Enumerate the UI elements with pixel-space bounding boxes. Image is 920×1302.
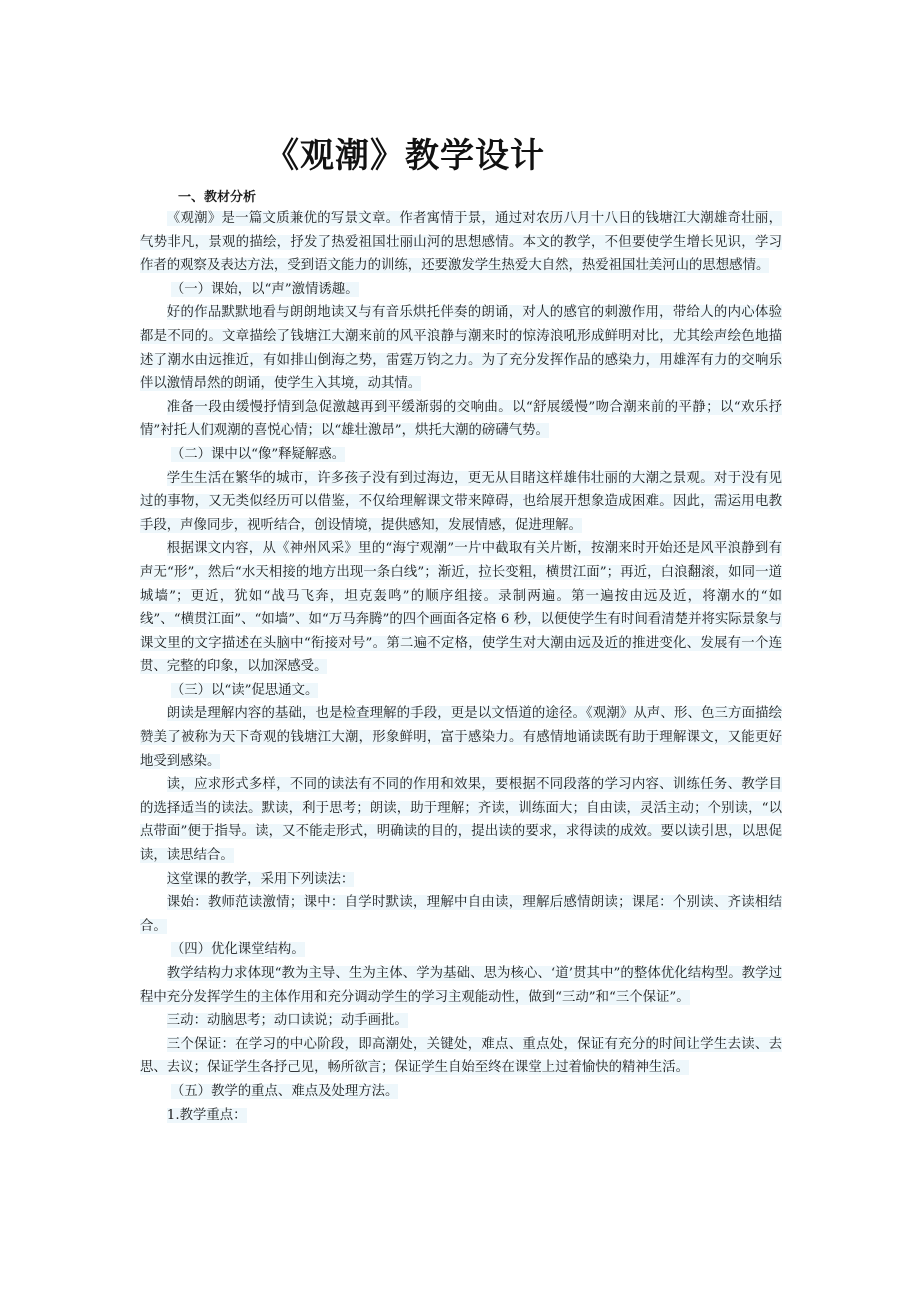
paragraph-text: 读，应求形式多样，不同的读法有不同的作用和效果，要根据不同段落的学习内容、训练任务、教学目的选择适当的读法。默读，利于思考；朗读，助于理解；齐读，训练面大；自由读，灵活主动；个别读，“以点带面”便于指导。读，又不能走形式，明确读的目的，提出读的要求，求得读的成效。要以读引思，以思促读，读思结合。: [140, 777, 782, 864]
paragraph: [140, 702, 782, 773]
paragraph-text: 根据课文内容，从《神州风采》里的“海宁观潮”一片中截取有关片断，按潮来时开始还是风平浪静到有声无“形”，然后“水天相接的地方出现一条白线”；渐近，拉长变粗，横贯江面”；再近，白浪翻滚，如同一道城墙”；更近，犹如“战马飞奔，坦克轰鸣”的顺序组接。录制两遍。第一遍按由远及近，将潮水的“如线”、“横贯江面”、“如墙”、如“万马奔腾”的四个画面各定格 6 秒，以便使学生有时间看清楚并将实际景象与课文里的文字描述在头脑中“衔接对号”。第二遍不定格，使学生对大潮由远及近的推进变化、发展有一个连贯、完整的印象，以加深感受。: [140, 541, 782, 675]
paragraph-text: 三个保证：在学习的中心阶段，即高潮处，关键处，难点、重点处，保证有充分的时间让学生去读、去思、去议；保证学生各抒己见，畅所欲言；保证学生自始至终在课堂上过着愉快的精神生活。: [140, 1036, 782, 1076]
paragraph-text: 好的作品默默地看与朗朗地读又与有音乐烘托伴奏的朗诵，对人的感官的刺激作用，带给人的内心体验都是不同的。文章描绘了钱塘江大潮来前的风平浪静与潮来时的惊涛浪吼形成鲜明对比，尤其绘声绘色地描述了潮水由远推近，有如排山倒海之势，雷霆万钧之力。为了充分发挥作品的感染力，用雄浑有力的交响乐伴以激情昂然的朗诵，使学生入其境，动其情。: [140, 305, 782, 392]
paragraph: [140, 1009, 782, 1033]
paragraph-text: 学生生活在繁华的城市，许多孩子没有到过海边，更无从目睹这样雄伟壮丽的大潮之景观。对于没有见过的事物，又无类似经历可以借鉴，不仅给理解课文带来障碍，也给展开想象造成困难。因此，需运用电教手段，声像同步，视听结合，创设情境，提供感知，发展情感，促进理解。: [140, 470, 782, 533]
document-body: [140, 207, 782, 1127]
paragraph-text: （二）课中以“像”释疑解惑。: [170, 446, 346, 462]
paragraph-text: 朗读是理解内容的基础，也是检查理解的手段，更是以文悟道的途径。《观潮》从声、形、色三方面描绘赞美了被称为天下奇观的钱塘江大潮，形象鲜明，富于感染力。有感情地诵读既有助于理解课文，又能更好地受到感染。: [140, 706, 782, 769]
paragraph-text: （四）优化课堂结构。: [170, 942, 305, 958]
paragraph: [140, 301, 782, 395]
paragraph: [140, 773, 782, 867]
paragraph-text: （一）课始，以“声”激情诱趣。: [170, 281, 359, 297]
paragraph-text: 教学结构力求体现“教为主导、生为主体、学为基础、思为核心、‘道’贯其中”的整体优化结构型。教学过程中充分发挥学生的主体作用和充分调动学生的学习主观能动性，做到“三动”和“三个保证”。: [140, 966, 782, 1005]
paragraph: [140, 207, 782, 278]
paragraph: [140, 396, 782, 443]
subsection-heading: [140, 443, 782, 467]
section-heading: 一、教材分析: [178, 190, 257, 205]
paragraph: [140, 1104, 782, 1128]
paragraph-text: 1.教学重点：: [166, 1107, 247, 1123]
paragraph: [140, 962, 782, 1009]
document-title: [0, 128, 920, 177]
paragraph: [140, 467, 782, 538]
subsection-heading: [140, 278, 782, 302]
subsection-heading: [140, 1080, 782, 1104]
paragraph: [140, 891, 782, 938]
paragraph: [140, 537, 782, 679]
paragraph-text: 《观潮》是一篇文质兼优的写景文章。作者寓情于景，通过对农历八月十八日的钱塘江大潮雄奇壮丽，气势非凡，景观的描绘，抒发了热爱祖国壮丽山河的思想感情。本文的教学，不但要使学生增长见识，学习作者的观察及表达方法，受到语文能力的训练，还要激发学生热爱大自然，热爱祖国壮美河山的思想感情。: [140, 211, 782, 274]
title-text: 《观潮》教学设计: [265, 136, 545, 176]
paragraph-text: （五）教学的重点、难点及处理方法。: [170, 1083, 399, 1099]
paragraph-text: 课始：教师范读激情；课中：自学时默读，理解中自由读，理解后感情朗读；课尾：个别读、齐读相结合。: [140, 895, 782, 934]
paragraph-text: （三）以“读”促思通文。: [170, 682, 319, 698]
paragraph: [140, 1033, 782, 1080]
paragraph-text: 准备一段由缓慢抒情到急促激越再到平缓渐弱的交响曲。以“舒展缓慢”吻合潮来前的平静；以“欢乐抒情”衬托人们观潮的喜悦心情；以“雄壮激昂”，烘托大潮的磅礴气势。: [140, 399, 782, 439]
paragraph-text: 这堂课的教学，采用下列读法：: [166, 871, 355, 887]
paragraph: [140, 868, 782, 892]
paragraph-text: 三动：动脑思考；动口读说；动手画批。: [166, 1013, 408, 1029]
subsection-heading: [140, 679, 782, 703]
subsection-heading: [140, 938, 782, 962]
